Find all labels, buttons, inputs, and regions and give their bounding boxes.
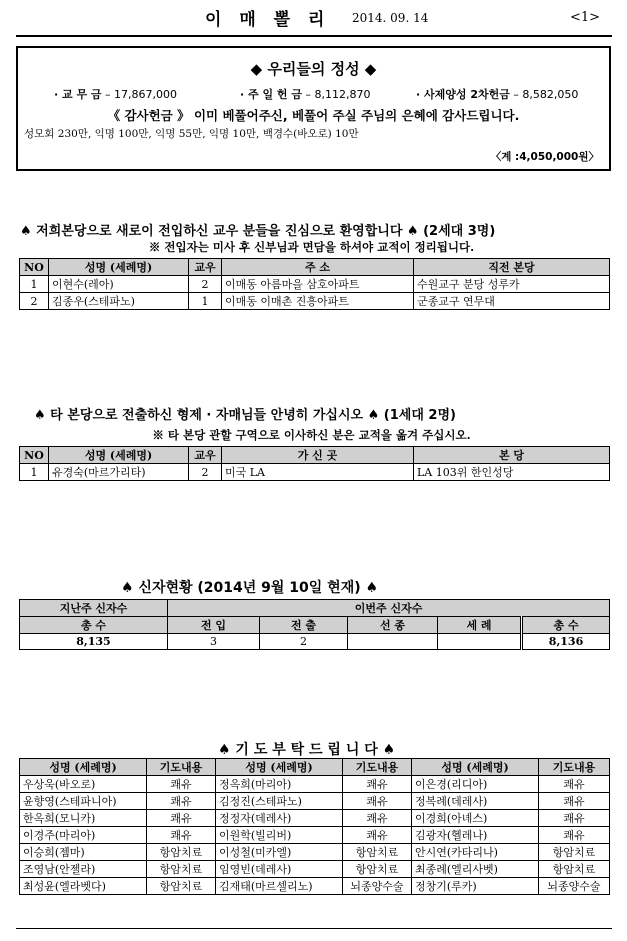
cell: 이현수(레아): [49, 276, 189, 293]
offering-item-sunday: [240, 86, 371, 102]
prayer-name-cell: 조영남(안젤라): [20, 861, 147, 878]
col-header: 지난주 신자수: [20, 600, 168, 617]
table-row: [20, 276, 610, 293]
col-header: 가 신 곳: [222, 447, 414, 464]
prayer-name-cell: 최성윤(엘라벳다): [20, 878, 147, 895]
offering-item-label: · 교 무 금: [54, 88, 102, 101]
table-row: [20, 827, 610, 844]
prayer-intent-cell: 쾌유: [539, 793, 610, 810]
prayer-name-cell: 이은경(리디아): [412, 776, 539, 793]
newcomers-title: ♠ 저희본당으로 새로이 전입하신 교우 분들을 진심으로 환영합니다 ♠ (2세대 3명): [20, 224, 496, 239]
prayer-intent-cell: 항암치료: [343, 861, 412, 878]
cell: 이매동 아름마을 삼호아파트: [222, 276, 414, 293]
prayer-name-cell: 정정자(데레사): [216, 810, 343, 827]
prayer-name-cell: 우상욱(바오로): [20, 776, 147, 793]
prayer-title: ♠ 기 도 부 탁 드 립 니 다 ♠: [218, 742, 396, 758]
prayer-intent-cell: 쾌유: [539, 776, 610, 793]
col-header: 본 당: [414, 447, 610, 464]
prayer-name-cell: 임영빈(데레사): [216, 861, 343, 878]
leavers-table: [19, 446, 610, 481]
prayer-intent-cell: 뇌종양수술: [343, 878, 412, 895]
prayer-name-cell: 이경희(아녜스): [412, 810, 539, 827]
table-row: [20, 861, 610, 878]
prayer-intent-cell: 쾌유: [147, 793, 216, 810]
leavers-title: ♠ 타 본당으로 전출하신 형제 · 자매님들 안녕히 가십시오 ♠ (1세대 2명): [34, 408, 456, 423]
prayer-intent-cell: 쾌유: [147, 827, 216, 844]
prayer-name-cell: 김광자(헬레나): [412, 827, 539, 844]
thanks-offering-total: 〈계 :4,050,000원〉: [490, 151, 599, 163]
prayer-intent-cell: 쾌유: [343, 793, 412, 810]
prayer-intent-cell: 쾌유: [343, 810, 412, 827]
cell: LA 103위 한인성당: [414, 464, 610, 481]
cell: 2: [20, 293, 49, 310]
cell: 2: [189, 276, 222, 293]
offering-item-label: · 사제양성 2차헌금: [416, 88, 510, 101]
prayer-intent-cell: 뇌종양수술: [539, 878, 610, 895]
prayer-intent-cell: 항암치료: [343, 844, 412, 861]
prayer-name-cell: 안시연(카타리나): [412, 844, 539, 861]
table-row: [20, 634, 610, 650]
table-row: [20, 776, 610, 793]
header-divider: [16, 35, 612, 37]
col-header: 직전 본당: [414, 259, 610, 276]
cell: 김종우(스테파노): [49, 293, 189, 310]
col-header: 기도내용: [147, 759, 216, 776]
col-header: 총 수: [522, 617, 610, 634]
col-header: 세 례: [438, 617, 522, 634]
table-row: [20, 844, 610, 861]
prayer-intent-cell: 항암치료: [539, 861, 610, 878]
thanks-offering-body: 성모회 230만, 익명 100만, 익명 55만, 익명 10만, 백경수(바오로) 10만: [24, 128, 359, 140]
prayer-name-cell: 윤향영(스테파니아): [20, 793, 147, 810]
newcomers-table: [19, 258, 610, 310]
cell: 수원교구 분당 성루카: [414, 276, 610, 293]
table-header-row: [20, 447, 610, 464]
col-header: 교우: [189, 259, 222, 276]
prayer-name-cell: 이성철(미카엘): [216, 844, 343, 861]
col-header: 이번주 신자수: [168, 600, 610, 617]
cell: 미국 LA: [222, 464, 414, 481]
prayer-intent-cell: 항암치료: [147, 878, 216, 895]
cell: 군종교구 연무대: [414, 293, 610, 310]
col-header: 성명 (세례명): [412, 759, 539, 776]
col-header: 전 입: [168, 617, 260, 634]
table-row: [20, 293, 610, 310]
prayer-table: [19, 758, 610, 895]
offering-box: [16, 46, 611, 171]
leavers-note: ※ 타 본당 관할 구역으로 이사하신 분은 교적을 옮겨 주십시오.: [152, 428, 471, 442]
bulletin-date: 2014. 09. 14: [352, 11, 429, 25]
col-header: NO: [20, 259, 49, 276]
cell: 1: [189, 293, 222, 310]
status-title: ♠ 신자현황 (2014년 9월 10일 현재) ♠: [121, 580, 379, 596]
col-header: 성명 (세례명): [20, 759, 147, 776]
prayer-name-cell: 이승희(젬마): [20, 844, 147, 861]
table-header-row: [20, 259, 610, 276]
prayer-intent-cell: 항암치료: [539, 844, 610, 861]
prayer-name-cell: 김정진(스테파노): [216, 793, 343, 810]
table-header-row: [20, 759, 610, 776]
prayer-intent-cell: 쾌유: [539, 810, 610, 827]
table-row: [20, 464, 610, 481]
col-header: 선 종: [348, 617, 438, 634]
prayer-name-cell: 정옥희(마리아): [216, 776, 343, 793]
cell: 이매동 이매촌 진흥아파트: [222, 293, 414, 310]
cell: 2: [260, 634, 348, 650]
table-row: [20, 793, 610, 810]
col-header: 주 소: [222, 259, 414, 276]
table-row: [20, 878, 610, 895]
prayer-name-cell: 정창기(루카): [412, 878, 539, 895]
col-header: 기도내용: [343, 759, 412, 776]
cell: 유경숙(마르가리타): [49, 464, 189, 481]
col-header: 전 출: [260, 617, 348, 634]
offering-item-label: · 주 일 헌 금: [240, 88, 303, 101]
prayer-name-cell: 이원학(빌리버): [216, 827, 343, 844]
col-header: 성명 (세례명): [49, 447, 189, 464]
prayer-intent-cell: 쾌유: [147, 810, 216, 827]
cell: 1: [20, 464, 49, 481]
col-header: 교우: [189, 447, 222, 464]
offering-title: ◆ 우리들의 정성 ◆: [250, 60, 377, 78]
footer-divider: [16, 928, 612, 929]
offering-item-value: – 17,867,000: [105, 88, 178, 101]
col-header: 기도내용: [539, 759, 610, 776]
prayer-intent-cell: 항암치료: [147, 844, 216, 861]
newcomers-note: ※ 전입자는 미사 후 신부님과 면담을 하셔야 교적이 정리됩니다.: [148, 240, 475, 254]
offering-item-value: – 8,582,050: [513, 88, 579, 101]
col-header: NO: [20, 447, 49, 464]
bulletin-title: 이 매 뽈 리: [205, 10, 331, 30]
col-header: 성명 (세례명): [216, 759, 343, 776]
prayer-intent-cell: 쾌유: [343, 776, 412, 793]
cell: 1: [20, 276, 49, 293]
prayer-name-cell: 최종례(엘리사벳): [412, 861, 539, 878]
col-header: 성명 (세례명): [49, 259, 189, 276]
prayer-intent-cell: 쾌유: [539, 827, 610, 844]
prayer-name-cell: 한옥희(모니카): [20, 810, 147, 827]
prayer-intent-cell: 항암치료: [147, 861, 216, 878]
cell: 8,136: [522, 634, 610, 650]
prayer-intent-cell: 쾌유: [147, 776, 216, 793]
table-row: [20, 810, 610, 827]
prayer-name-cell: 김재태(마르셀리노): [216, 878, 343, 895]
prayer-name-cell: 정복례(데레사): [412, 793, 539, 810]
member-status-table: [19, 599, 610, 650]
cell: 8,135: [20, 634, 168, 650]
table-header-row: [20, 600, 610, 617]
offering-item-seminary: [416, 86, 578, 102]
thanks-offering-title: 《 감사헌금 》 이미 베풀어주신, 베풀어 주실 주님의 은혜에 감사드립니다.: [107, 108, 520, 123]
table-header-row: [20, 617, 610, 634]
cell: [438, 634, 522, 650]
page-number: <1>: [570, 10, 601, 25]
cell: [348, 634, 438, 650]
col-header: 총 수: [20, 617, 168, 634]
offering-item-tithe: [54, 86, 177, 102]
cell: 2: [189, 464, 222, 481]
prayer-name-cell: 이경주(마리아): [20, 827, 147, 844]
prayer-intent-cell: 쾌유: [343, 827, 412, 844]
cell: 3: [168, 634, 260, 650]
offering-item-value: – 8,112,870: [305, 88, 371, 101]
